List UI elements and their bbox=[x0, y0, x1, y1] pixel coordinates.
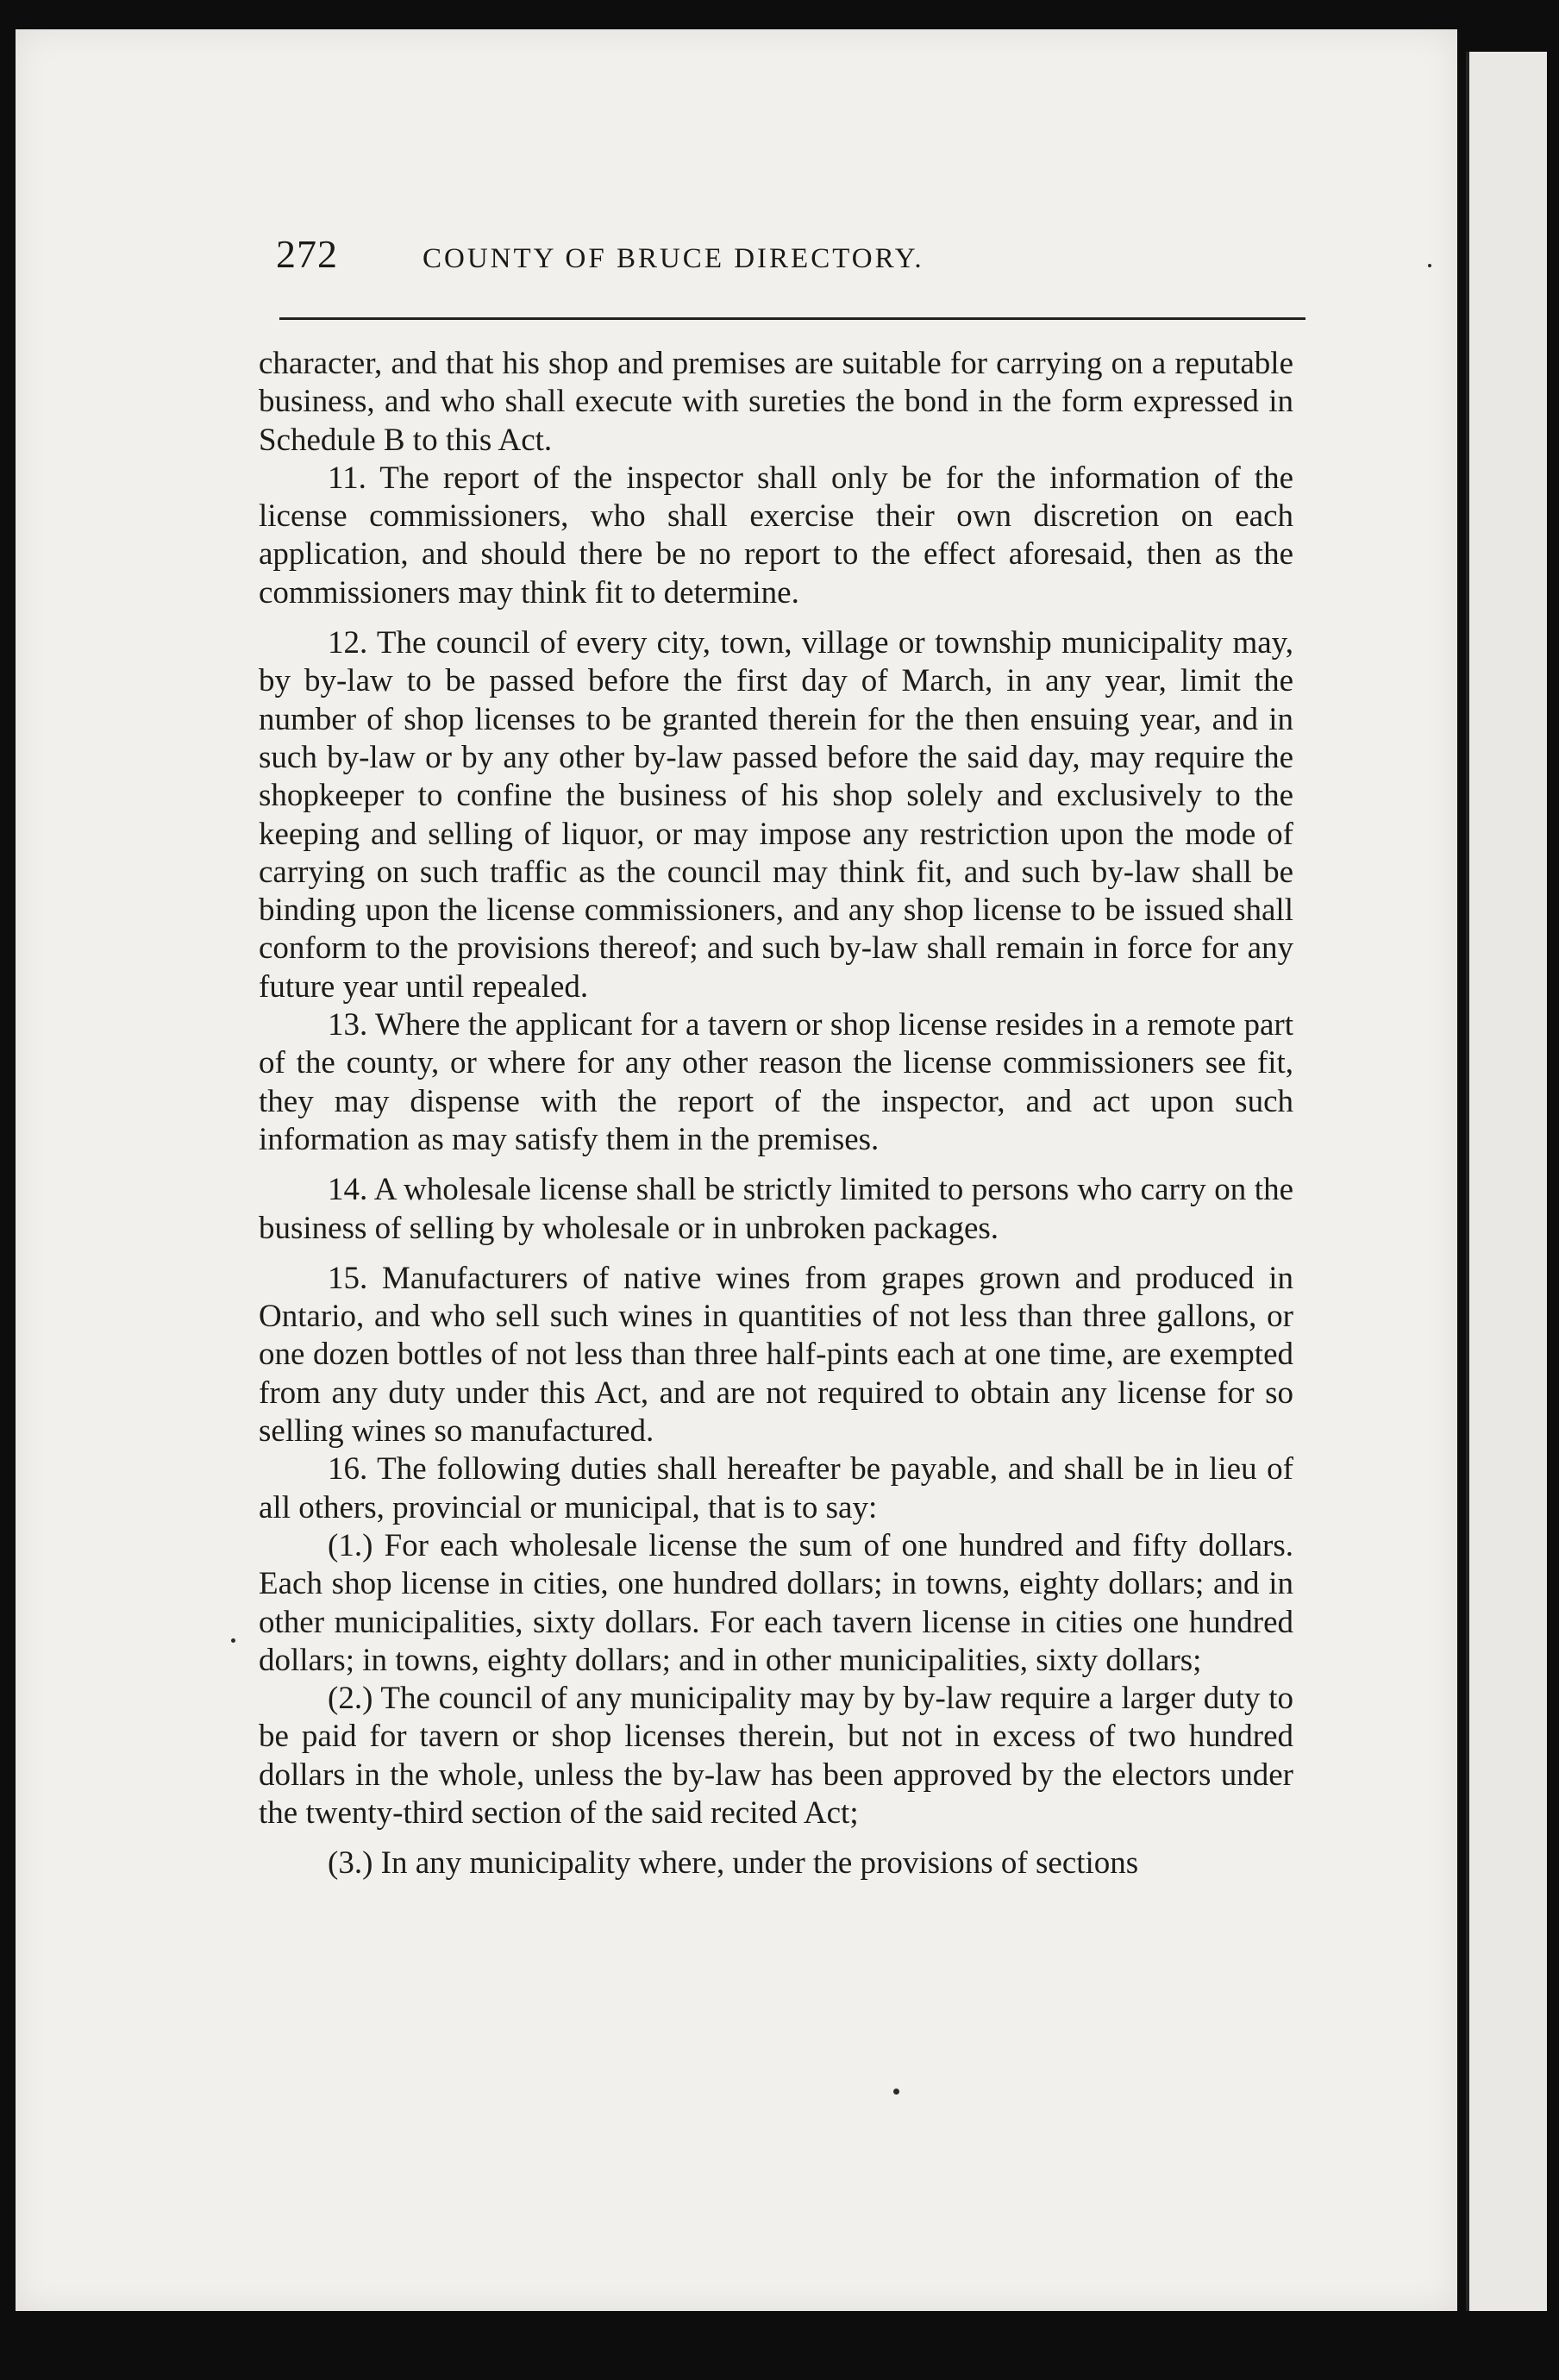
body-text bbox=[259, 345, 1293, 1883]
ink-speck bbox=[231, 1638, 235, 1643]
page-number: 272 bbox=[276, 232, 338, 276]
paragraph-subsection-3: (3.) In any municipality where, under the provisions of sections bbox=[328, 1845, 1139, 1882]
paragraph-continuation: character, and that his shop and premises are suitable for carrying on a reputable business, and who shall execute with sureties the bond in the form expressed in Schedule B to this Act. bbox=[259, 346, 1293, 458]
page-header bbox=[276, 231, 1319, 291]
ink-speck bbox=[1428, 264, 1431, 267]
paragraph-section-16: 16. The following duties shall hereafter be payable, and shall be in lieu of all others, provincial or municipal, that is to say: bbox=[259, 1451, 1293, 1525]
paragraph-section-12: 12. The council of every city, town, village or township municipality may, by by-law to be passed before the first day of March, in any year, limit the number of shop licenses to be granted therein for the then ensuing year, and in such by-law or by any other by-law passed before the said day, may require the shopkeeper to confine the business of his shop solely and exclusively to the keeping and selling of liquor, or may impose any restriction upon the mode of carrying on such traffic as the council may think fit, and such by-law shall be binding upon the license commissioners, and any shop license to be issued shall conform to the provisions thereof; and such by-law shall remain in force for any future year until repealed. bbox=[259, 625, 1293, 1005]
running-head: COUNTY OF BRUCE DIRECTORY. bbox=[423, 243, 924, 274]
paragraph-section-13: 13. Where the applicant for a tavern or shop license resides in a remote part of the county, or where for any other reason the license commissioners see fit, they may dispense with the report of the inspector, and act upon such information as may satisfy them in the premises. bbox=[259, 1007, 1293, 1157]
header-rule bbox=[279, 317, 1305, 320]
paragraph-section-14: 14. A wholesale license shall be strictly limited to persons who carry on the business of selling by wholesale or in unbroken packages. bbox=[259, 1172, 1293, 1246]
facing-page-edge bbox=[1466, 52, 1547, 2311]
paragraph-subsection-2: (2.) The council of any municipality may by by-law require a larger duty to be paid for tavern or shop licenses therein, but not in excess of two hundred dollars in the whole, unless the by-law has been approved by the electors under the twenty-third section of the said recited Act; bbox=[259, 1681, 1293, 1831]
paragraph-section-15: 15. Manufacturers of native wines from grapes grown and produced in Ontario, and who sell such wines in quantities of not less than three gallons, or one dozen bottles of not less than three half-pints each at one time, are exempted from any duty under this Act, and are not required to obtain any license for so selling wines so manufactured. bbox=[259, 1260, 1293, 1450]
paragraph-section-11: 11. The report of the inspector shall only be for the information of the license commissioners, who shall exercise their own discretion on each application, and should there be no report to the effect aforesaid, then as the commissioners may think fit to determine. bbox=[259, 460, 1293, 611]
ink-speck bbox=[893, 2089, 899, 2095]
paragraph-subsection-1: (1.) For each wholesale license the sum of one hundred and fifty dollars. Each shop license in cities, one hundred dollars; in towns, eighty dollars; and in other municipalities, sixty dollars. For each tavern license in cities one hundred dollars; in towns, eighty dollars; and in other municipalities, sixty dollars; bbox=[259, 1527, 1293, 1678]
